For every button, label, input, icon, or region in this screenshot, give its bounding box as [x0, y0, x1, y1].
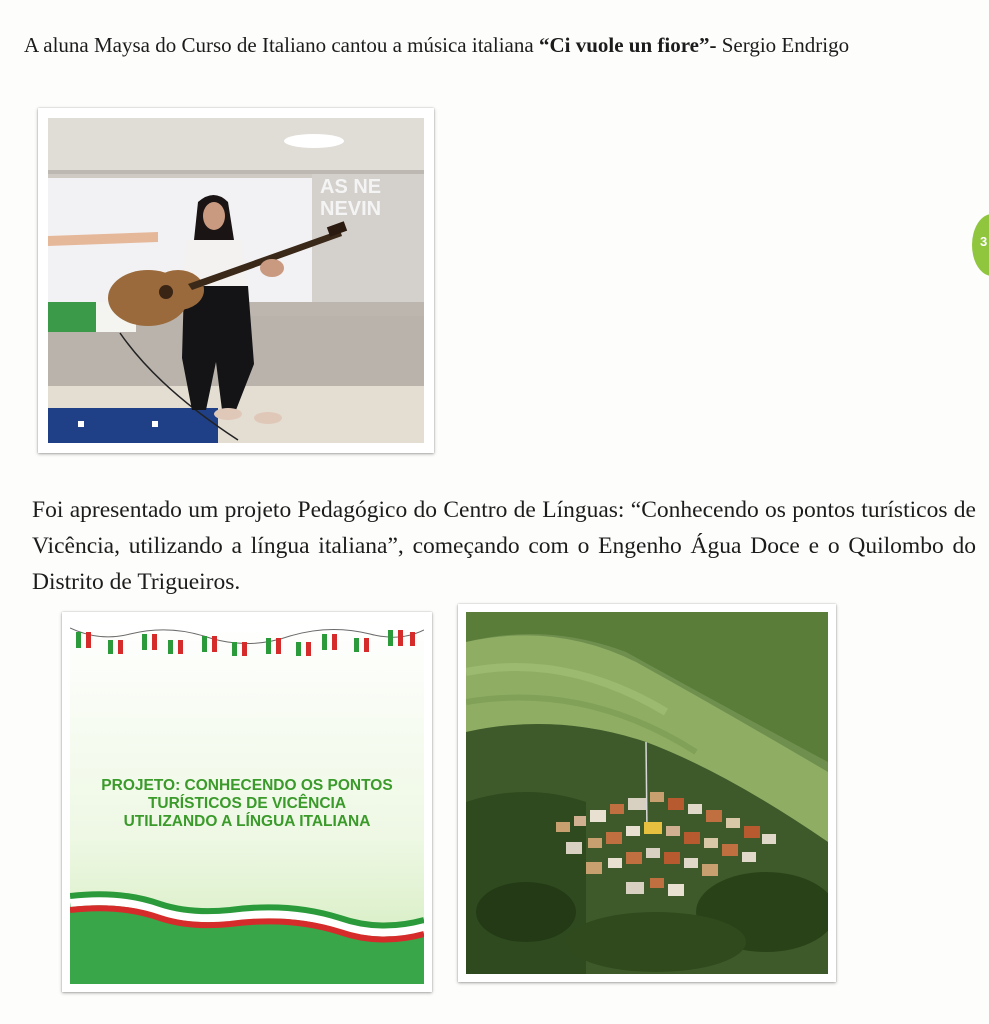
photo-landscape-frame: [458, 604, 836, 982]
song-artist: Sergio Endrigo: [716, 33, 850, 57]
projection-text-1: AS NE: [320, 176, 382, 198]
photo-landscape-trigueiros: [466, 612, 828, 974]
poster-projeto: [70, 620, 424, 984]
page-number-badge: [972, 214, 989, 276]
paragraph-maysa-text: A aluna Maysa do Curso de Italiano cantou a música italiana: [24, 33, 539, 57]
song-title: “Ci vuole un fiore”-: [538, 33, 717, 57]
photo-student-singing-frame: [38, 108, 434, 453]
poster-line-3: UTILIZANDO A LÍNGUA ITALIANA: [123, 813, 371, 830]
poster-projeto-frame: [62, 612, 432, 992]
poster-line-2: TURÍSTICOS DE VICÊNCIA: [147, 795, 347, 812]
page-number: 3: [980, 234, 988, 249]
projection-text-2: NEVIN: [320, 198, 382, 220]
poster-line-1: PROJETO: CONHECENDO OS PONTOS: [101, 777, 393, 794]
paragraph-maysa: [24, 29, 954, 62]
photo-student-singing: [48, 118, 424, 443]
paragraph-project: Foi apresentado um projeto Pedagógico do Centro de Línguas: “Conhecendo os pontos turísticos de Vicência, utilizando a língua italiana”, começando com o Engenho Água Doce e o Quilombo do Distrito de Trigueiros.: [32, 496, 976, 595]
